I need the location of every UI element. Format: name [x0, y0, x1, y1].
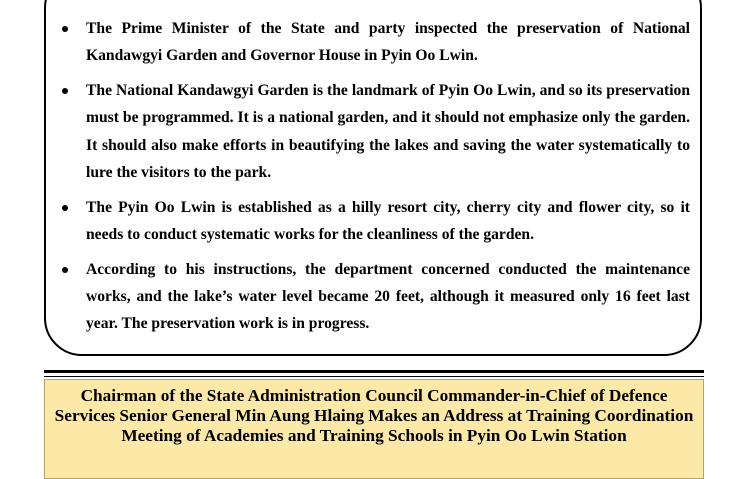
- bullet-item: [60, 194, 690, 249]
- bullet-list: [60, 15, 690, 345]
- headline-box: [44, 379, 704, 479]
- bullet-text: The Pyin Oo Lwin is established as a hilly resort city, cherry city and flower city, so it needs to conduct systematic works for the cleanliness of the garden.: [86, 198, 690, 244]
- bullet-dot-icon: [62, 205, 68, 211]
- bullet-item: [60, 256, 690, 338]
- bullet-item: [60, 77, 690, 186]
- article-headline: Chairman of the State Administration Council Commander-in-Chief of Defence Services Senior General Min Aung Hlaing Makes an Address at Training Coordination Meeting of Academies and Training Schools in Pyin Oo Lwin Station: [54, 386, 694, 445]
- bullet-dot-icon: [62, 26, 68, 32]
- divider-thin: [44, 376, 704, 377]
- bullet-item: [60, 15, 690, 70]
- divider-thick: [44, 370, 704, 373]
- bullet-dot-icon: [62, 267, 68, 273]
- bullet-dot-icon: [62, 88, 68, 94]
- bullet-text: The National Kandawgyi Garden is the landmark of Pyin Oo Lwin, and so its preservation must be programmed. It is a national garden, and it should not emphasize only the garden. It should also make efforts in beautifying the lakes and saving the water systematically to lure the visitors to the park.: [86, 82, 690, 181]
- bullet-text: The Prime Minister of the State and party inspected the preservation of National Kandawgyi Garden and Governor House in Pyin Oo Lwin.: [86, 20, 690, 65]
- bullet-text: According to his instructions, the department concerned conducted the maintenance works, and the lake’s water level became 20 feet, although it measured only 16 feet last year. The preservation work is in progress.: [86, 260, 690, 333]
